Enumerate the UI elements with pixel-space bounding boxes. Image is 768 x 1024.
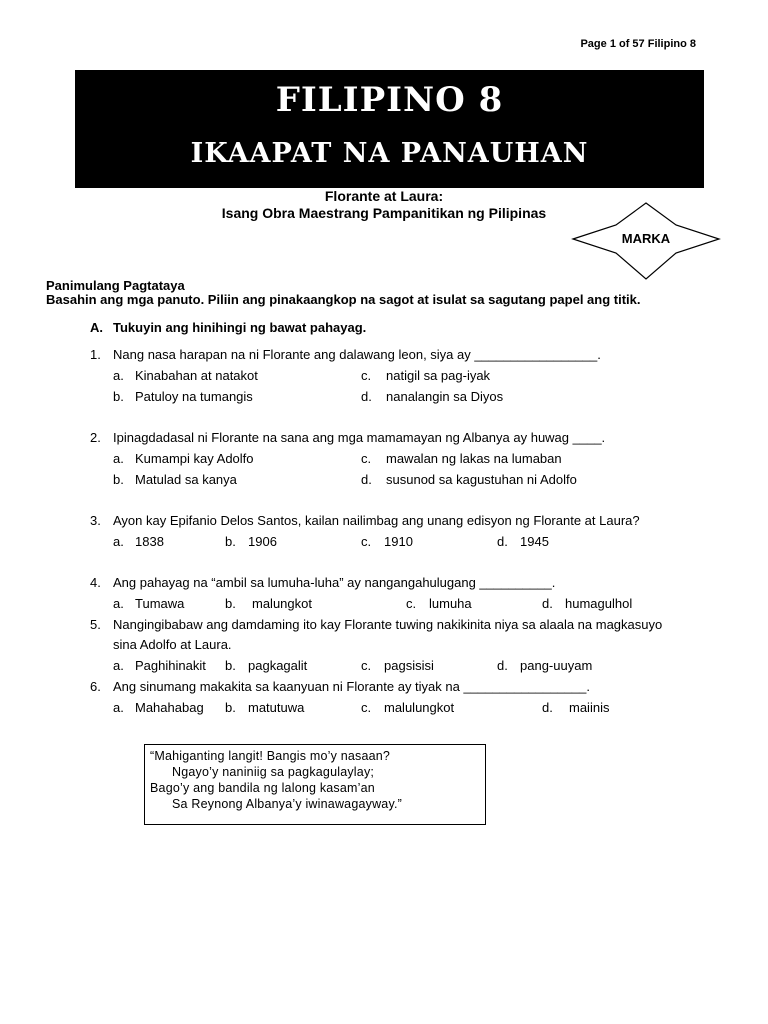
option-text: pang-uuyam xyxy=(520,658,593,673)
option-letter: c. xyxy=(361,451,372,466)
option-letter: a. xyxy=(113,700,124,715)
option-letter: d. xyxy=(361,472,372,487)
question-text: Ayon kay Epifanio Delos Santos, kailan nailimbag ang unang edisyon ng Florante at Laura? xyxy=(113,513,640,528)
question-number: 4. xyxy=(90,575,101,590)
poem-box xyxy=(144,744,486,825)
option-letter: b. xyxy=(225,596,236,611)
option-text: matutuwa xyxy=(248,700,305,715)
question-text: Nangingibabaw ang damdaming ito kay Florante tuwing nakikinita niya sa alaala na magkasuyo xyxy=(113,617,663,632)
subtitle-line-2: Isang Obra Maestrang Pampanitikan ng Pilipinas xyxy=(221,205,547,221)
option-text: Kinabahan at natakot xyxy=(135,368,258,383)
banner-title: FILIPINO 8 xyxy=(275,80,504,120)
option-text: humagulhol xyxy=(565,596,633,611)
option-text: 1945 xyxy=(520,534,549,549)
page-header: Page 1 of 57 Filipino 8 xyxy=(580,38,696,50)
question-number: 1. xyxy=(90,347,101,362)
option-letter: a. xyxy=(113,451,124,466)
option-letter: b. xyxy=(113,389,124,404)
question-text: Ang pahayag na “ambil sa lumuha-luha” ay nangangahulugang __________. xyxy=(113,575,556,590)
option-text: Patuloy na tumangis xyxy=(135,389,253,404)
marka-label: MARKA xyxy=(621,231,671,246)
banner-subtitle: IKAAPAT NA PANAUHAN xyxy=(190,138,589,169)
option-letter: c. xyxy=(406,596,417,611)
option-letter: a. xyxy=(113,596,124,611)
marka-star-badge xyxy=(571,201,721,281)
option-text: Kumampi kay Adolfo xyxy=(135,451,254,466)
section-heading: Tukuyin ang hinihingi ng bawat pahayag. xyxy=(113,320,367,335)
option-letter: a. xyxy=(113,658,124,673)
option-text: Tumawa xyxy=(135,596,185,611)
option-letter: c. xyxy=(361,700,372,715)
question-text: Ang sinumang makakita sa kaanyuan ni Florante ay tiyak na _________________. xyxy=(113,679,590,694)
option-text: natigil sa pag-iyak xyxy=(386,368,491,383)
option-letter: c. xyxy=(361,368,372,383)
option-letter: b. xyxy=(225,700,236,715)
question-number: 3. xyxy=(90,513,101,528)
option-letter: a. xyxy=(113,534,124,549)
option-text: lumuha xyxy=(429,596,472,611)
option-letter: d. xyxy=(497,534,508,549)
poem-line: Bago’y ang bandila ng lalong kasam’an xyxy=(150,781,375,795)
question-number: 6. xyxy=(90,679,101,694)
option-text: pagkagalit xyxy=(248,658,308,673)
option-text: susunod sa kagustuhan ni Adolfo xyxy=(386,472,577,487)
option-letter: b. xyxy=(225,534,236,549)
option-letter: c. xyxy=(361,534,372,549)
question-number: 2. xyxy=(90,430,101,445)
option-letter: d. xyxy=(542,700,553,715)
option-text: nanalangin sa Diyos xyxy=(386,389,504,404)
option-text: 1910 xyxy=(384,534,413,549)
section-letter: A. xyxy=(90,320,103,335)
option-text: Matulad sa kanya xyxy=(135,472,237,487)
option-letter: d. xyxy=(497,658,508,673)
question-text-continued: sina Adolfo at Laura. xyxy=(113,637,232,652)
option-text: malungkot xyxy=(252,596,312,611)
option-letter: b. xyxy=(113,472,124,487)
question-text: Nang nasa harapan na ni Florante ang dalawang leon, siya ay _________________. xyxy=(113,347,601,362)
option-text: mawalan ng lakas na lumaban xyxy=(386,451,562,466)
question-text: Ipinagdadasal ni Florante na sana ang mga mamamayan ng Albanya ay huwag ____. xyxy=(113,430,606,445)
poem-line: “Mahiganting langit! Bangis mo’y nasaan? xyxy=(150,749,391,763)
question-number: 5. xyxy=(90,617,101,632)
option-letter: c. xyxy=(361,658,372,673)
option-text: Paghihinakit xyxy=(135,658,206,673)
option-text: pagsisisi xyxy=(384,658,434,673)
option-text: 1906 xyxy=(248,534,277,549)
option-letter: b. xyxy=(225,658,236,673)
poem-line: Sa Reynong Albanya’y iwinawagayway.” xyxy=(172,797,403,811)
option-text: maiinis xyxy=(569,700,610,715)
option-letter: a. xyxy=(113,368,124,383)
option-letter: d. xyxy=(361,389,372,404)
option-letter: d. xyxy=(542,596,553,611)
intro-instructions: Basahin ang mga panuto. Piliin ang pinakaangkop na sagot at isulat sa sagutang papel ang titik. xyxy=(46,292,641,307)
title-banner xyxy=(75,70,704,188)
option-text: Mahahabag xyxy=(135,700,204,715)
poem-line: Ngayo’y naniniig sa pagkagulaylay; xyxy=(172,765,375,779)
intro-heading: Panimulang Pagtataya xyxy=(46,278,185,293)
subtitle-line-1: Florante at Laura: xyxy=(324,188,444,204)
option-text: 1838 xyxy=(135,534,164,549)
option-text: malulungkot xyxy=(384,700,455,715)
